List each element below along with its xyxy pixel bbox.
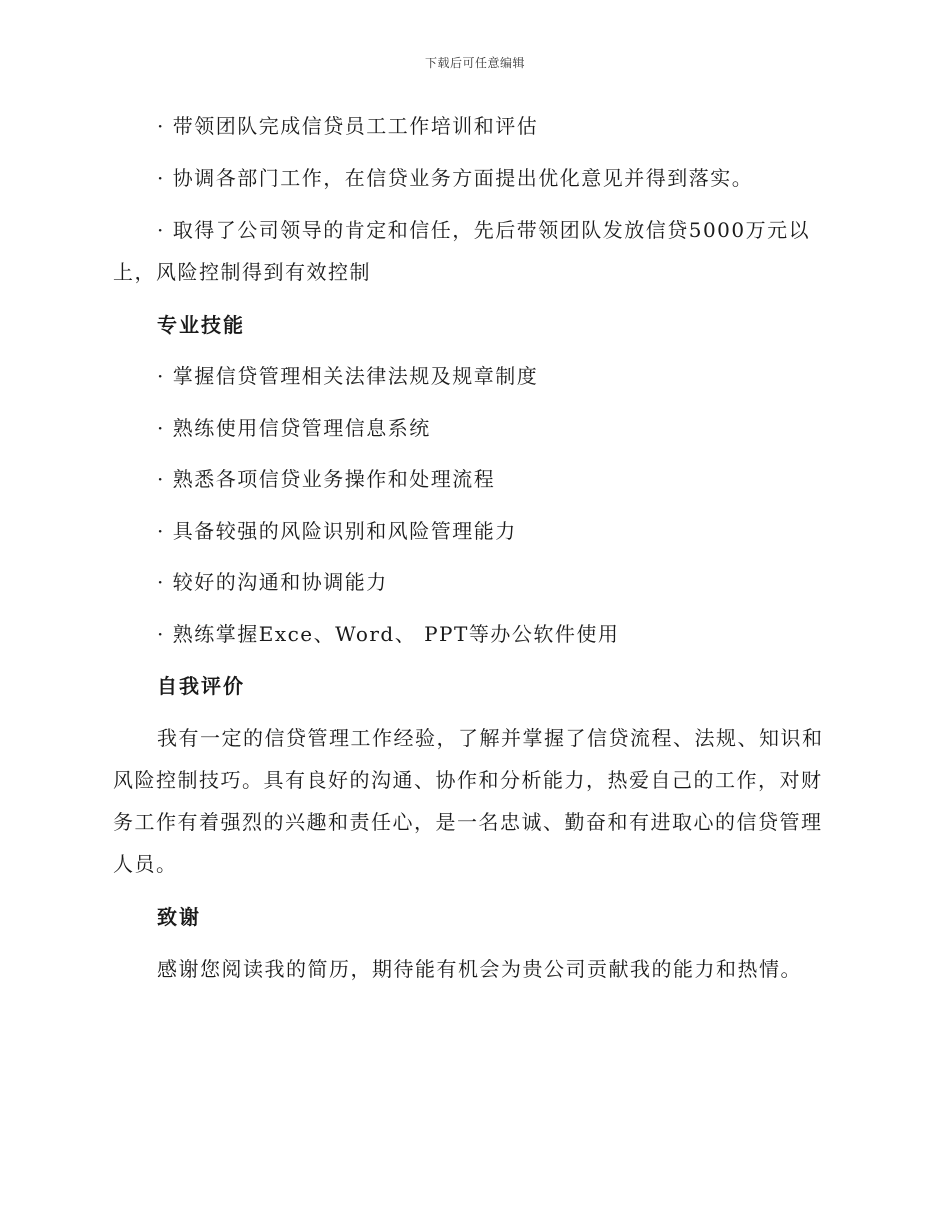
self-evaluation-line-3: 务工作有着强烈的兴趣和责任心，是一名忠诚、勤奋和有进取心的信贷管理 (113, 810, 823, 834)
thanks-text: 感谢您阅读我的简历，期待能有机会为贵公司贡献我的能力和热情。 (157, 957, 802, 981)
skill-item-6: · 熟练掌握Exce、Word、 PPT等办公软件使用 (157, 622, 620, 646)
skill-item-3: · 熟悉各项信贷业务操作和处理流程 (157, 467, 496, 491)
skill-item-1: · 掌握信贷管理相关法律法规及规章制度 (157, 364, 539, 388)
self-evaluation-line-4: 人员。 (113, 852, 178, 876)
skill-item-5: · 较好的沟通和协调能力 (157, 570, 388, 594)
thanks-heading: 致谢 (157, 905, 201, 929)
self-evaluation-line-1: 我有一定的信贷管理工作经验，了解并掌握了信贷流程、法规、知识和 (157, 726, 824, 750)
experience-item-3: · 取得了公司领导的肯定和信任，先后带领团队发放信贷5000万元以 (157, 218, 811, 242)
skills-heading: 专业技能 (157, 313, 245, 337)
experience-item-3-continued: 上，风险控制得到有效控制 (113, 260, 371, 284)
skill-item-4: · 具备较强的风险识别和风险管理能力 (157, 519, 517, 543)
skill-item-2: · 熟练使用信贷管理信息系统 (157, 416, 431, 440)
self-evaluation-line-2: 风险控制技巧。具有良好的沟通、协作和分析能力，热爱自己的工作，对财 (113, 768, 823, 792)
experience-item-1: · 带领团队完成信贷员工工作培训和评估 (157, 114, 539, 138)
self-evaluation-heading: 自我评价 (157, 674, 245, 698)
page-header: 下载后可任意编辑 (424, 56, 525, 70)
experience-item-2: · 协调各部门工作，在信贷业务方面提出优化意见并得到落实。 (157, 166, 754, 190)
